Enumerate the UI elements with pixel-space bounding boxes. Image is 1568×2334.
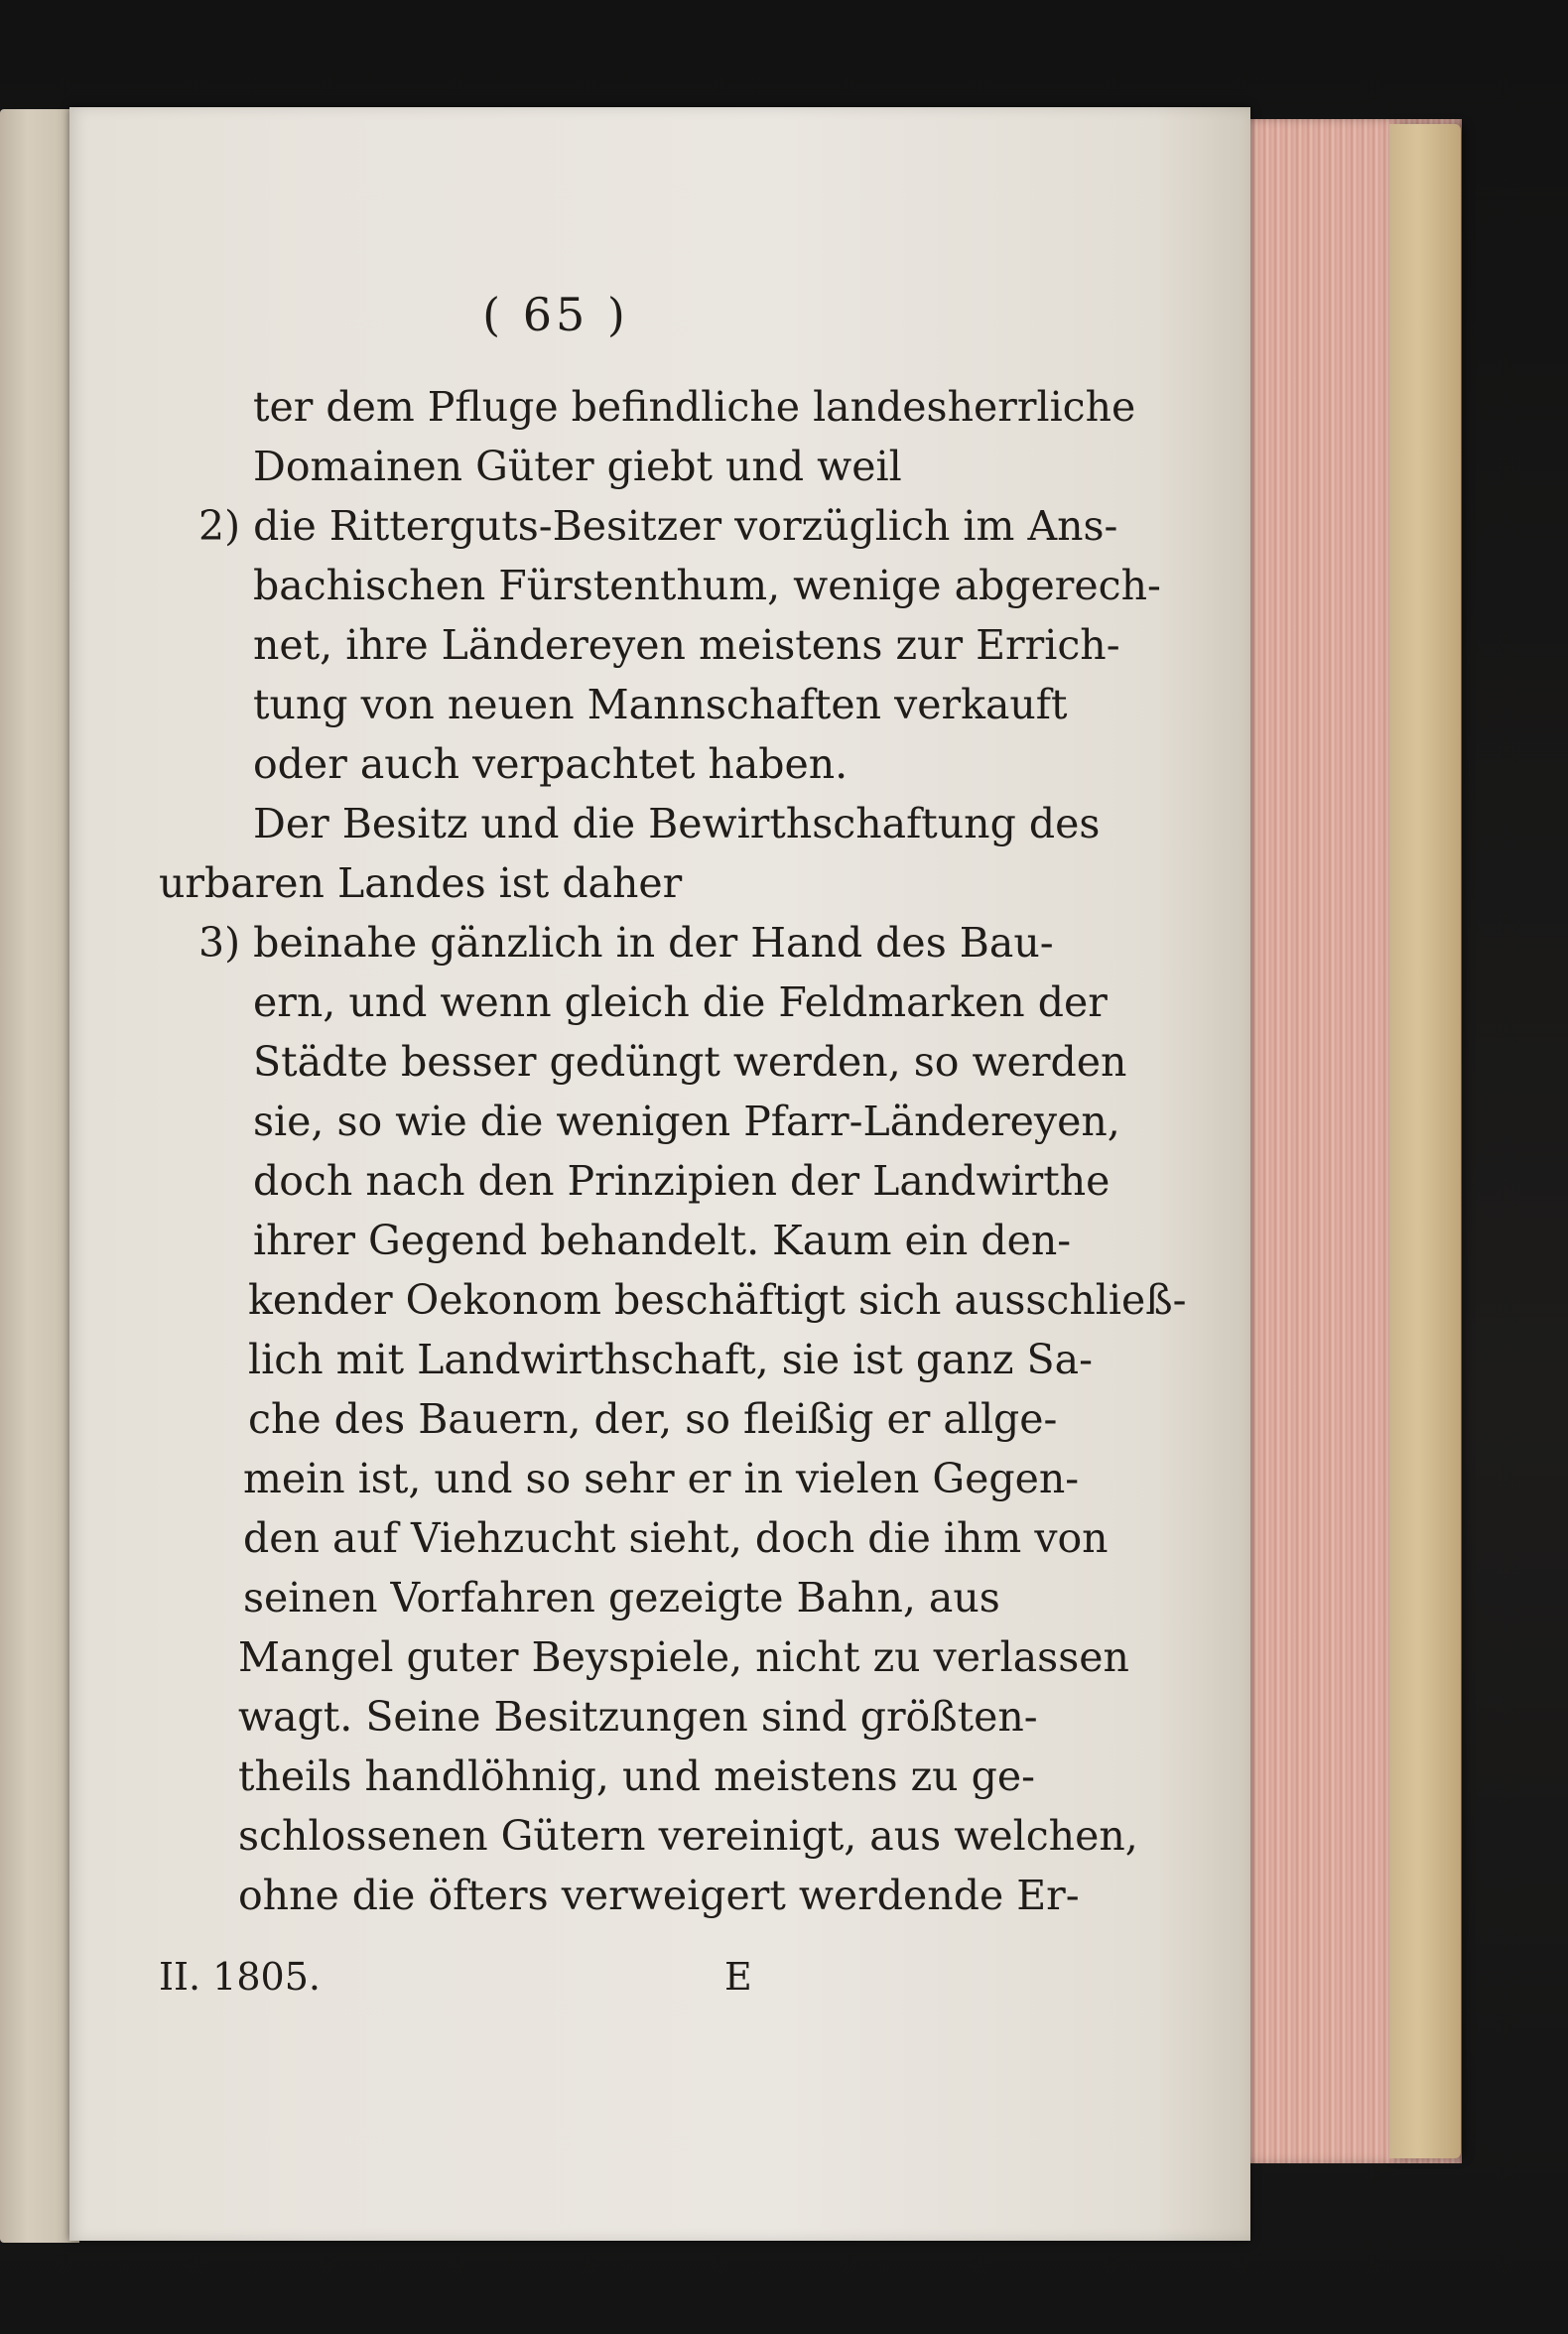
text-line: seinen Vorfahren gezeigte Bahn, aus — [243, 1574, 1000, 1621]
text-line: sie, so wie die wenigen Pfarr-Ländereyen, — [253, 1098, 1120, 1145]
text-line: 2) die Ritterguts-Besitzer vorzüglich im Ans- — [198, 502, 1118, 550]
text-line: tung von neuen Mannschaften verkauft — [253, 681, 1068, 728]
text-line: Der Besitz und die Bewirthschaftung des — [253, 800, 1101, 847]
text-line: che des Bauern, der, so fleißig er allge- — [248, 1395, 1058, 1443]
text-line: Domainen Güter giebt und weil — [253, 443, 902, 490]
text-line: den auf Viehzucht sieht, doch die ihm von — [243, 1514, 1109, 1562]
signature-mark: II. 1805. — [159, 1955, 321, 1999]
text-line: Mangel guter Beyspiele, nicht zu verlassen — [238, 1633, 1129, 1681]
text-line: mein ist, und so sehr er in vielen Gegen- — [243, 1455, 1080, 1502]
text-line: urbaren Landes ist daher — [159, 859, 683, 907]
text-line: net, ihre Ländereyen meistens zur Errich- — [253, 621, 1120, 669]
text-line: doch nach den Prinzipien der Landwirthe — [253, 1157, 1111, 1205]
text-line: ter dem Pfluge befindliche landesherrliche — [253, 383, 1136, 431]
text-line: ohne die öfters verweigert werdende Er- — [238, 1872, 1080, 1919]
text-line: theils handlöhnig, und meistens zu ge- — [238, 1752, 1035, 1800]
gathering-mark: E — [724, 1955, 752, 1999]
text-line: 3) beinahe gänzlich in der Hand des Bau- — [198, 919, 1054, 967]
text-line: schlossenen Gütern vereinigt, aus welchen, — [238, 1812, 1138, 1860]
page-number-header: ( 65 ) — [482, 288, 629, 341]
text-line: ern, und wenn gleich die Feldmarken der — [253, 978, 1108, 1026]
text-line: wagt. Seine Besitzungen sind größten- — [238, 1693, 1038, 1741]
text-line: ihrer Gegend behandelt. Kaum ein den- — [253, 1217, 1072, 1264]
text-line: lich mit Landwirthschaft, sie ist ganz Sa- — [248, 1336, 1093, 1383]
left-page-edge — [0, 109, 79, 2243]
book-cover-edge — [1389, 124, 1461, 2158]
text-line: kender Oekonom beschäftigt sich ausschließ- — [248, 1276, 1187, 1324]
text-line: Städte besser gedüngt werden, so werden — [253, 1038, 1127, 1086]
text-line: oder auch verpachtet haben. — [253, 740, 849, 788]
text-line: bachischen Fürstenthum, wenige abgerech- — [253, 562, 1161, 609]
